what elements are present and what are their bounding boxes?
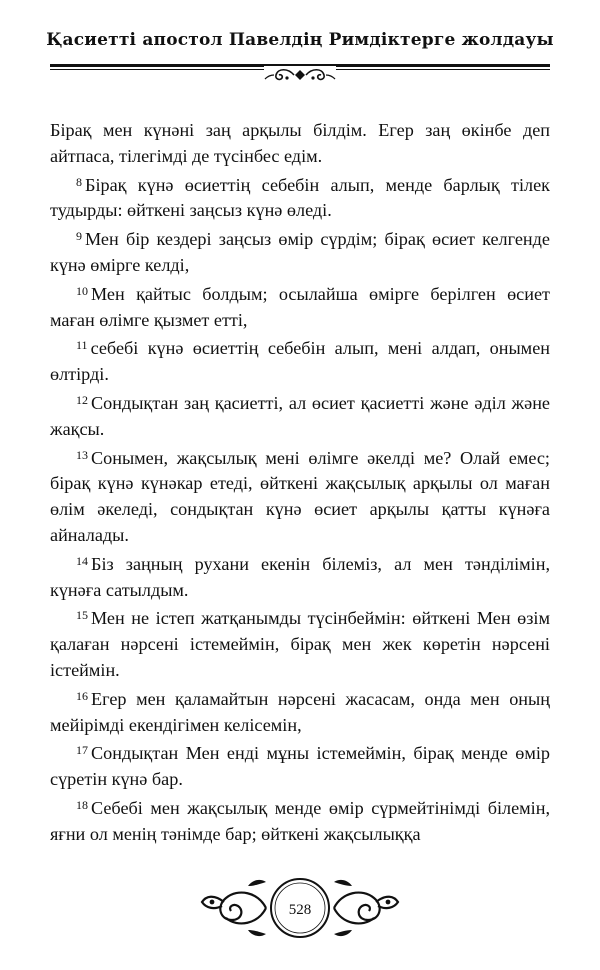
verse-paragraph	[50, 333, 550, 388]
scripture-text	[50, 118, 550, 848]
verse-text: Сондықтан Мен енді мұны істемеймін, бірақ менде өмір сүретін күнә бар.	[50, 743, 550, 790]
verse-paragraph	[50, 684, 550, 739]
verse-paragraph	[50, 118, 550, 170]
verse-paragraph	[50, 170, 550, 225]
verse-text: Сондықтан заң қасиетті, ал өсиет қасиетті және әділ және жақсы.	[50, 392, 550, 439]
verse-text: Мен қайтыс болдым; осылайша өмірге берілген өсиет маған өлімге қызмет етті,	[50, 283, 550, 330]
verse-number: 8	[76, 174, 82, 189]
verse-text: Мен не істеп жатқанымды түсінбеймін: өйткені Мен өзім қалаған нәрсені істемеймін, бірақ мен жек көретін нәрсені істеймін.	[50, 608, 550, 680]
verse-text: Сонымен, жақсылық мені өлімге әкелді ме? Олай емес; бірақ күнә күнәкар етеді, өйткені жақсылық арқылы ол маған өлім әкеледі, сондықтан күнә өсиет арқылы қатты күнәға айналады.	[50, 447, 550, 545]
verse-paragraph	[50, 738, 550, 793]
verse-paragraph	[50, 793, 550, 848]
verse-paragraph	[50, 603, 550, 683]
verse-paragraph	[50, 388, 550, 443]
verse-text: Бірақ күнә өсиеттің себебін алып, менде барлық тілек тудырды: өйткені заңсыз күнә өледі.	[50, 174, 550, 221]
verse-number: 12	[76, 392, 88, 407]
verse-text: Біз заңның рухани екенін білеміз, ал мен тәнділімін, күнәға сатылдым.	[50, 553, 550, 600]
verse-paragraph	[50, 549, 550, 604]
verse-number: 13	[76, 447, 88, 462]
verse-paragraph	[50, 224, 550, 279]
page-header-title: Қасиетті апостол Павелдің Римдіктерге жолдауы	[46, 30, 554, 50]
flourish-ornament-icon	[264, 66, 336, 84]
verse-number: 10	[76, 283, 88, 298]
verse-number: 17	[76, 743, 88, 758]
verse-text: Бірақ мен күнәні заң арқылы білдім. Егер заң өкінбе деп айтпаса, тілегімді де түсінбес едім.	[50, 120, 550, 166]
verse-text: себебі күнә өсиеттің себебін алып, мені алдап, онымен өлтірді.	[50, 338, 550, 385]
verse-number: 16	[76, 688, 88, 703]
verse-paragraph	[50, 443, 550, 549]
verse-text: Себебі мен жақсылық менде өмір сүрмейтінімді білемін, яғни ол менің тәнімде бар; өйткені жақсылыққа	[50, 797, 550, 844]
verse-paragraph	[50, 279, 550, 334]
verse-number: 18	[76, 797, 88, 812]
verse-number: 15	[76, 608, 88, 623]
verse-number: 11	[76, 338, 88, 353]
verse-text: Мен бір кездері заңсыз өмір сүрдім; бірақ өсиет келгенде күнә өмірге келді,	[50, 229, 550, 275]
verse-number: 9	[76, 229, 82, 244]
verse-text: Егер мен қаламайтын нәрсені жасасам, онда мен оның мейірімді екендігімен келісемін,	[50, 688, 550, 735]
verse-number: 14	[76, 553, 88, 568]
page-number: 528	[288, 902, 312, 918]
